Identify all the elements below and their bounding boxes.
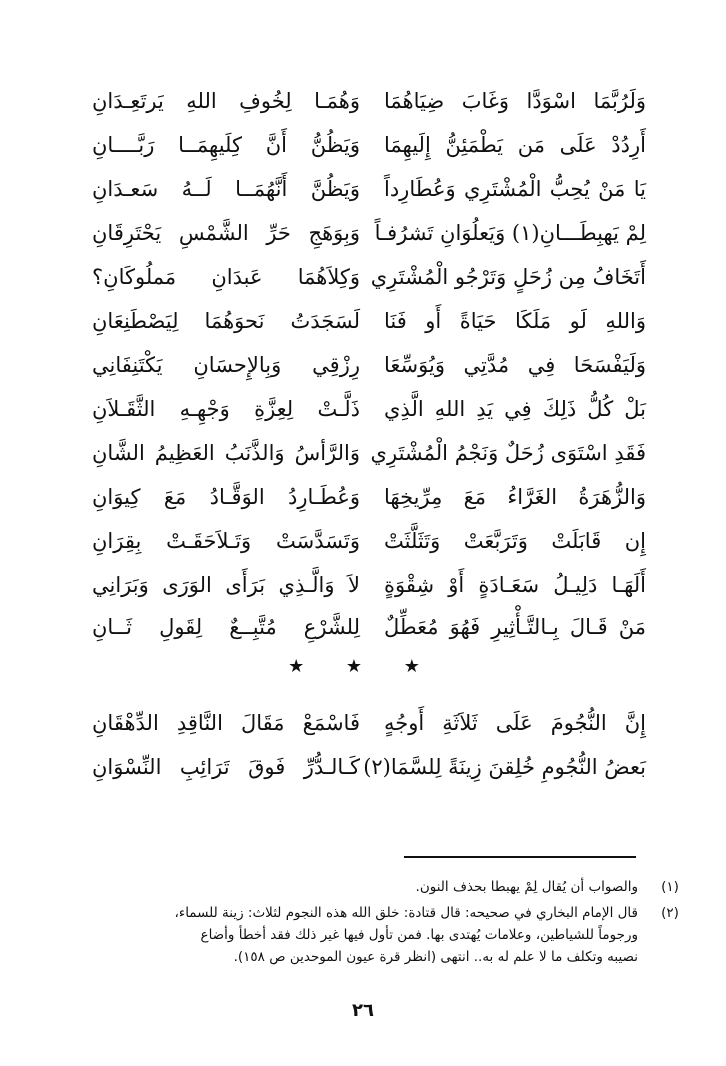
- verse-second-hemistich: وَالرَّأسُ وَالذَّنَبُ العَظِيمُ الشَّانِ: [92, 441, 360, 465]
- footnote: [82, 902, 679, 968]
- verse-line: [0, 746, 726, 788]
- verse-first-hemistich: وَلَرُبَّمَا اسْوَدَّا وَغَابَ ضِيَاهُمَا: [384, 89, 646, 113]
- verse-second-hemistich: رِزْقِي وَبِالإِحسَانِ يَكْتَنِفَانِي: [92, 353, 360, 377]
- verse-line: [0, 80, 726, 122]
- verse-first-hemistich: أَتَخَافُ مِن زُحَلٍ وَتَرْجُو الْمُشْتَرِي: [370, 265, 646, 289]
- verse-second-hemistich: لاَ وَالَّـذِي بَرَأَى الوَرَى وَبَرَانِي: [92, 573, 360, 597]
- verse-second-hemistich: وَكِلاَهُمَا عَبدَانِ مَملُوكَانِ؟: [92, 265, 360, 289]
- verse-first-hemistich: أَلَهَـا دَلِيـلُ سَعَـادَةٍ أَوْ شِقْوَةٍ: [384, 573, 646, 597]
- footnote-number: (٢): [661, 905, 679, 921]
- verse-second-hemistich: وَيَظُنُّ أَنَّ كِلَيهِمَــا رَبَّــــانِ: [92, 133, 360, 157]
- footnote-divider: [404, 856, 636, 858]
- verse-line: [0, 432, 726, 474]
- footnote: [82, 876, 679, 898]
- verse-second-hemistich: ذَلَّـتْ لِعِزَّةِ وَجْهِـهِ الثَّقَـلاَنِ: [92, 397, 360, 421]
- verse-line: [0, 702, 726, 744]
- verse-first-hemistich: فَقَدِ اسْتَوَى زُحَلٌ وَنَجْمُ الْمُشْتَرِي: [370, 441, 646, 465]
- verse-line: [0, 212, 726, 254]
- verse-line: [0, 564, 726, 606]
- verse-first-hemistich: بَعضُ النُّجُومِ خُلِقنَ زِينَةً لِلسَّمَا(٢): [363, 755, 646, 779]
- verse-second-hemistich: لَسَجَدَتُ نَحوَهُمَا لِيَصْطَنِعَانِ: [92, 309, 360, 333]
- verse-second-hemistich: وَهُمَـا لِخُوفِ اللهِ يَرتَعِـدَانِ: [92, 89, 360, 113]
- verse-second-hemistich: كَـالـدُّرِّ فَوقَ تَرَائِبِ النِّسْوَانِ: [92, 755, 360, 779]
- verse-second-hemistich: وَعُطَـارِدُ الوَقَّـادُ مَعَ كِيوَانِ: [92, 485, 360, 509]
- verse-second-hemistich: فَاسْمَعْ مَقَالَ النَّاقِدِ الدِّهْقَانِ: [92, 711, 360, 735]
- verse-first-hemistich: وَلَيَفْسَحَا فِي مُدَّتِي وَيُوَسِّعَا: [384, 353, 646, 377]
- section-separator: ★ ★ ★: [288, 656, 438, 677]
- verse-line: [0, 124, 726, 166]
- verse-line: [0, 520, 726, 562]
- footnote-text: قال الإمام البخاري في صحيحه: قال قتادة: خلق الله هذه النجوم لثلاث: زينة للسماء،: [174, 905, 638, 921]
- footnote-number: (١): [661, 879, 679, 895]
- verse-line: [0, 300, 726, 342]
- verse-line: [0, 168, 726, 210]
- verse-first-hemistich: بَلْ كُلُّ ذَلِكَ فِي يَدِ اللهِ الَّذِي: [384, 397, 646, 421]
- page-number: ٢٦: [352, 1000, 374, 1021]
- verse-first-hemistich: لِمْ يَهبِطَـــانِ(١) وَيَعلُوَانِ تَشرُفـاً: [374, 221, 646, 245]
- verse-first-hemistich: إِن قَابَلَتْ وَتَرَبَّعَتْ وَتَثَلَّثَتْ: [384, 529, 646, 553]
- verse-first-hemistich: مَنْ قَـالَ بِـالتَّـأْثِيرِ فَهُوَ مُعَطِّلٌ: [384, 615, 646, 639]
- verse-line: [0, 476, 726, 518]
- verse-first-hemistich: وَالزُّهَرَةُ الغَرَّاءُ مَعَ مِرِّيخِهَا: [384, 485, 646, 509]
- verse-second-hemistich: وَتَسَدَّسَتْ وَتَـلاَحَقَـتْ بِقِرَانِ: [92, 529, 360, 553]
- verse-first-hemistich: يَا مَنْ يُحِبُّ الْمُشْتَرِي وَعُطَارِداً: [384, 177, 646, 201]
- verse-first-hemistich: إِنَّ النُّجُومَ عَلَى ثَلاَثَةِ أَوجُهٍ: [384, 711, 646, 735]
- verse-line: [0, 256, 726, 298]
- verse-line: [0, 344, 726, 386]
- footnote-text: والصواب أن يُقال لِمْ يهبطا بحذف النون.: [415, 879, 638, 895]
- verse-second-hemistich: وَبِوَهَجِ حَرِّ الشَّمْسِ يَحْتَرِقَانِ: [92, 221, 360, 245]
- footnote-text: ورجوماً للشياطين، وعلامات يُهتدى بها. فمن تأول فيها غير ذلك فقد أخطأ وأضاع: [200, 927, 638, 943]
- verse-line: [0, 388, 726, 430]
- verse-first-hemistich: أَرِدُدْ عَلَى مَن يَطْمَئِنُّ إِلَيهِمَا: [384, 133, 646, 157]
- verse-second-hemistich: وَيَظُنَّ أَنَّهُمَــا لَــهُ سَعـدَانِ: [92, 177, 360, 201]
- footnote-text: نصيبه وتكلف ما لا علم له به.. انتهى (انظر قرة عيون الموحدين ص ١٥٨).: [233, 949, 638, 965]
- verse-second-hemistich: لِلشَّرْعِ مُتَّبِــعٌ لِقَولِ ثَــانِ: [92, 615, 360, 639]
- verse-first-hemistich: وَاللهِ لَو مَلَكَا حَيَاةً أَو فَنَا: [384, 309, 646, 333]
- verse-line: [0, 606, 726, 648]
